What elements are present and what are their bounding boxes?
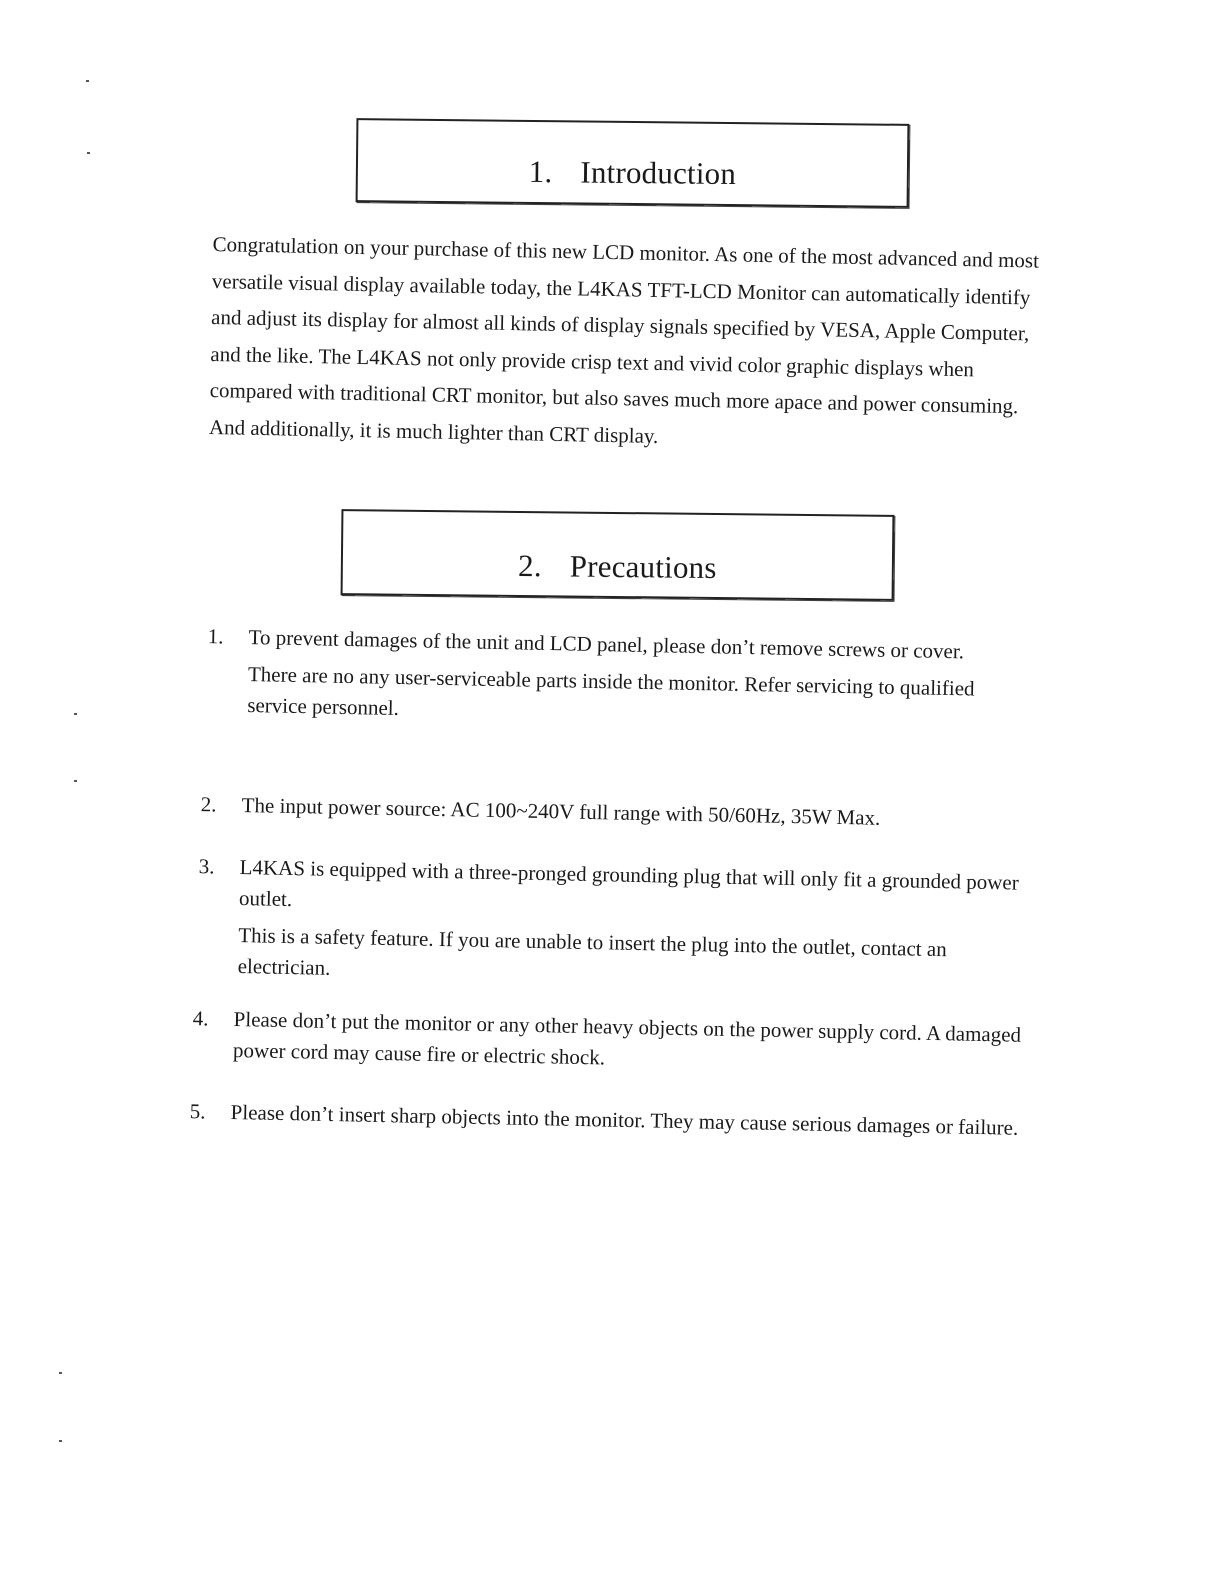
scan-speck: [59, 1372, 62, 1374]
precaution-item: [198, 852, 1029, 998]
introduction-heading-box: [356, 118, 910, 208]
precaution-item: [200, 790, 1001, 836]
precaution-item: [189, 1097, 1040, 1144]
precaution-text: To prevent damages of the unit and LCD panel, please don’t remove screws or cover.: [248, 624, 965, 664]
precaution-text: Please don’t put the monitor or any other heavy objects on the power supply cord. A damaged power cord may cause fire or electric shock.: [232, 1006, 1022, 1070]
introduction-section-title: Introduction: [580, 154, 737, 192]
precaution-text: Please don’t insert sharp objects into the monitor. They may cause serious damages or failure.: [230, 1099, 1019, 1140]
introduction-paragraph: [209, 226, 1043, 462]
scan-speck: [87, 152, 90, 154]
precaution-item: [207, 622, 1009, 736]
scan-speck: [74, 780, 77, 782]
introduction-section-number: 1.: [528, 153, 553, 190]
precautions-heading-box: [341, 509, 895, 601]
precaution-note: This is a safety feature. If you are unable to insert the plug into the outlet, contact an electrician.: [237, 922, 947, 980]
precautions-section-number: 2.: [517, 547, 542, 584]
precaution-item: [192, 1004, 1034, 1082]
list-marker: 4.: [192, 1006, 209, 1031]
list-marker: 3.: [198, 854, 215, 879]
list-marker: 2.: [200, 792, 217, 817]
precaution-text: The input power source: AC 100~240V full range with 50/60Hz, 35W Max.: [241, 792, 881, 830]
scan-speck: [74, 713, 77, 715]
introduction-body: Congratulation on your purchase of this new LCD monitor. As one of the most advanced and most versatile visual display available today, the L4KAS TFT-LCD Monitor can automatically identify and adjust its display for almost all kinds of display signals specified by VESA, Apple Computer, and the like. The L4KAS not only provide crisp text and vivid color graphic displays when compared with traditional CRT monitor, but also saves much more apace and power consuming. And additionally, it is much lighter than CRT display.: [208, 231, 1040, 448]
list-marker: 5.: [189, 1099, 206, 1124]
precautions-section-title: Precautions: [569, 548, 717, 586]
scan-speck: [86, 80, 89, 82]
precaution-text: L4KAS is equipped with a three-pronged grounding plug that will only fit a grounded power outlet.: [238, 854, 1019, 912]
scan-speck: [59, 1440, 62, 1442]
list-marker: 1.: [207, 624, 224, 649]
precaution-note: There are no any user-serviceable parts inside the monitor. Refer servicing to qualified service personnel.: [247, 661, 975, 721]
